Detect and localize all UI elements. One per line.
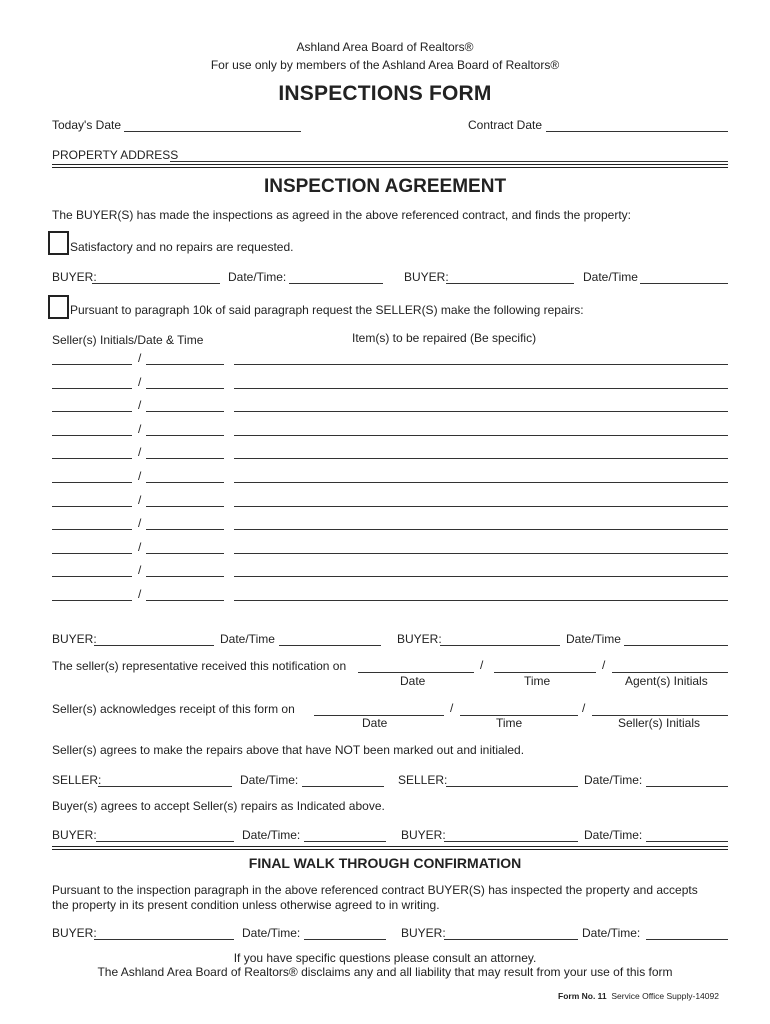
- date-time-field[interactable]: [289, 283, 383, 284]
- seller-initials-field[interactable]: [52, 576, 132, 577]
- repair-item-field[interactable]: [234, 388, 728, 389]
- repairs-checkbox[interactable]: [48, 295, 69, 319]
- seller-initials-field[interactable]: [52, 506, 132, 507]
- date-time-field[interactable]: [279, 645, 381, 646]
- slash: /: [138, 445, 142, 459]
- date-time-label: Date/Time: [220, 632, 275, 646]
- satisfactory-label: Satisfactory and no repairs are requested.: [70, 240, 294, 254]
- slash: /: [138, 587, 142, 601]
- slash: /: [602, 658, 606, 672]
- repair-item-field[interactable]: [234, 458, 728, 459]
- repair-item-field[interactable]: [234, 553, 728, 554]
- repair-item-field[interactable]: [234, 529, 728, 530]
- slash: /: [138, 540, 142, 554]
- seller-initials-field[interactable]: [52, 600, 132, 601]
- date-time-field[interactable]: [146, 435, 224, 436]
- seller-initials-header: Seller(s) Initials/Date & Time: [52, 333, 204, 347]
- buyer-signature-field[interactable]: [92, 283, 220, 284]
- date-time-field[interactable]: [146, 600, 224, 601]
- date-time-label: Date/Time:: [584, 828, 643, 842]
- date-time-field[interactable]: [146, 553, 224, 554]
- slash: /: [582, 701, 586, 715]
- seller-initials-field[interactable]: [52, 458, 132, 459]
- date-time-label: Date/Time: [583, 270, 638, 284]
- slash: /: [138, 469, 142, 483]
- seller-initials-field[interactable]: [52, 482, 132, 483]
- todays-date-label: Today's Date: [52, 118, 121, 132]
- organization-name: Ashland Area Board of Realtors®: [296, 40, 474, 54]
- seller-initials-field[interactable]: [52, 553, 132, 554]
- attorney-note: If you have specific questions please consult an attorney.: [233, 951, 537, 965]
- date-time-label: Date/Time:: [242, 926, 301, 940]
- date-time-field[interactable]: [146, 529, 224, 530]
- liability-disclaimer: The Ashland Area Board of Realtors® disclaims any and all liability that may result from your use of this form: [97, 965, 673, 979]
- contract-date-field[interactable]: [546, 131, 728, 132]
- final-text-line1: Pursuant to the inspection paragraph in the above referenced contract BUYER(S) has inspected the property and accepts: [52, 883, 698, 897]
- slash: /: [138, 398, 142, 412]
- seller-label: SELLER:: [398, 773, 448, 787]
- buyer-signature-field[interactable]: [94, 645, 214, 646]
- seller-initials-field[interactable]: [52, 411, 132, 412]
- agreement-heading: INSPECTION AGREEMENT: [263, 176, 507, 197]
- date-time-label: Date/Time:: [240, 773, 299, 787]
- slash: /: [450, 701, 454, 715]
- repair-item-field[interactable]: [234, 435, 728, 436]
- final-walkthrough-heading: FINAL WALK THROUGH CONFIRMATION: [248, 855, 522, 871]
- seller-initials-field[interactable]: [52, 364, 132, 365]
- date-time-field[interactable]: [146, 576, 224, 577]
- seller-initials-field[interactable]: [52, 435, 132, 436]
- date-time-field[interactable]: [146, 411, 224, 412]
- buyer-signature-field[interactable]: [440, 645, 560, 646]
- slash: /: [138, 422, 142, 436]
- final-text-line2: the property in its present condition unless otherwise agreed to in writing.: [52, 898, 440, 912]
- date-time-label: Date/Time:: [582, 926, 641, 940]
- rep-time-field[interactable]: [494, 672, 596, 673]
- date-time-field[interactable]: [304, 841, 386, 842]
- buyer-signature-field[interactable]: [444, 939, 578, 940]
- slash: /: [138, 375, 142, 389]
- buyer-label: BUYER:: [52, 828, 97, 842]
- date-time-label: Date/Time:: [228, 270, 287, 284]
- date-time-label: Date/Time:: [584, 773, 643, 787]
- repair-item-field[interactable]: [234, 506, 728, 507]
- slash: /: [138, 563, 142, 577]
- date-time-field[interactable]: [646, 786, 728, 787]
- seller-signature-field[interactable]: [446, 786, 578, 787]
- slash: /: [138, 516, 142, 530]
- slash: /: [138, 493, 142, 507]
- agreement-intro: The BUYER(S) has made the inspections as agreed in the above referenced contract, and finds the property:: [52, 208, 631, 222]
- rep-received-text: The seller(s) representative received this notification on: [52, 659, 347, 673]
- seller-initials-caption: Seller(s) Initials: [618, 716, 701, 730]
- date-time-field[interactable]: [646, 939, 728, 940]
- buyer-signature-field[interactable]: [444, 841, 578, 842]
- buyer-signature-field[interactable]: [94, 939, 234, 940]
- buyer-label: BUYER:: [397, 632, 442, 646]
- buyer-label: BUYER:: [404, 270, 449, 284]
- slash: /: [480, 658, 484, 672]
- seller-initials-field[interactable]: [52, 388, 132, 389]
- date-time-field[interactable]: [304, 939, 386, 940]
- repairs-label: Pursuant to paragraph 10k of said paragraph request the SELLER(S) make the following repairs:: [70, 303, 584, 317]
- date-time-field[interactable]: [302, 786, 384, 787]
- rep-date-field[interactable]: [358, 672, 474, 673]
- repair-item-field[interactable]: [234, 411, 728, 412]
- buyer-label: BUYER:: [401, 828, 446, 842]
- seller-initials-field[interactable]: [52, 529, 132, 530]
- agent-initials-caption: Agent(s) Initials: [625, 674, 708, 688]
- date-time-field[interactable]: [146, 506, 224, 507]
- date-time-field[interactable]: [146, 364, 224, 365]
- buyer-signature-field[interactable]: [446, 283, 574, 284]
- date-caption: Date: [400, 674, 426, 688]
- buyer-label: BUYER:: [401, 926, 446, 940]
- items-header: Item(s) to be repaired (Be specific): [352, 331, 537, 345]
- buyer-signature-field[interactable]: [96, 841, 234, 842]
- date-time-field[interactable]: [640, 283, 728, 284]
- repair-item-field[interactable]: [234, 364, 728, 365]
- date-time-field[interactable]: [624, 645, 728, 646]
- date-time-field[interactable]: [146, 388, 224, 389]
- repair-item-field[interactable]: [234, 576, 728, 577]
- date-time-field[interactable]: [646, 841, 728, 842]
- buyer-label: BUYER:: [52, 926, 97, 940]
- form-footer: [558, 991, 719, 1001]
- page-title: INSPECTIONS FORM: [278, 82, 492, 105]
- slash: /: [138, 351, 142, 365]
- todays-date-field[interactable]: [124, 131, 301, 132]
- date-time-field[interactable]: [146, 482, 224, 483]
- use-note: For use only by members of the Ashland Area Board of Realtors®: [210, 58, 560, 72]
- time-caption: Time: [524, 674, 551, 688]
- agent-initials-field[interactable]: [612, 672, 728, 673]
- time-caption: Time: [496, 716, 523, 730]
- contract-date-label: Contract Date: [468, 118, 543, 132]
- supply-credit: Service Office Supply-14092: [611, 991, 719, 1001]
- repair-item-field[interactable]: [234, 482, 728, 483]
- property-address-label: PROPERTY ADDRESS: [52, 148, 179, 162]
- buyer-label: BUYER:: [52, 632, 97, 646]
- buyer-label: BUYER:: [52, 270, 97, 284]
- satisfactory-checkbox[interactable]: [48, 231, 69, 255]
- seller-label: SELLER:: [52, 773, 102, 787]
- seller-ack-text: Seller(s) acknowledges receipt of this form on: [52, 702, 295, 716]
- date-time-label: Date/Time: [566, 632, 621, 646]
- form-number: Form No. 11: [558, 991, 607, 1001]
- date-time-field[interactable]: [146, 458, 224, 459]
- date-caption: Date: [362, 716, 388, 730]
- property-address-field[interactable]: [170, 161, 728, 162]
- seller-agrees-text: Seller(s) agrees to make the repairs above that have NOT been marked out and initialed.: [52, 743, 525, 757]
- section-divider: [52, 164, 728, 168]
- buyer-accepts-text: Buyer(s) agrees to accept Seller(s) repairs as Indicated above.: [52, 799, 385, 813]
- section-divider: [52, 846, 728, 850]
- date-time-label: Date/Time:: [242, 828, 301, 842]
- seller-signature-field[interactable]: [98, 786, 232, 787]
- repair-item-field[interactable]: [234, 600, 728, 601]
